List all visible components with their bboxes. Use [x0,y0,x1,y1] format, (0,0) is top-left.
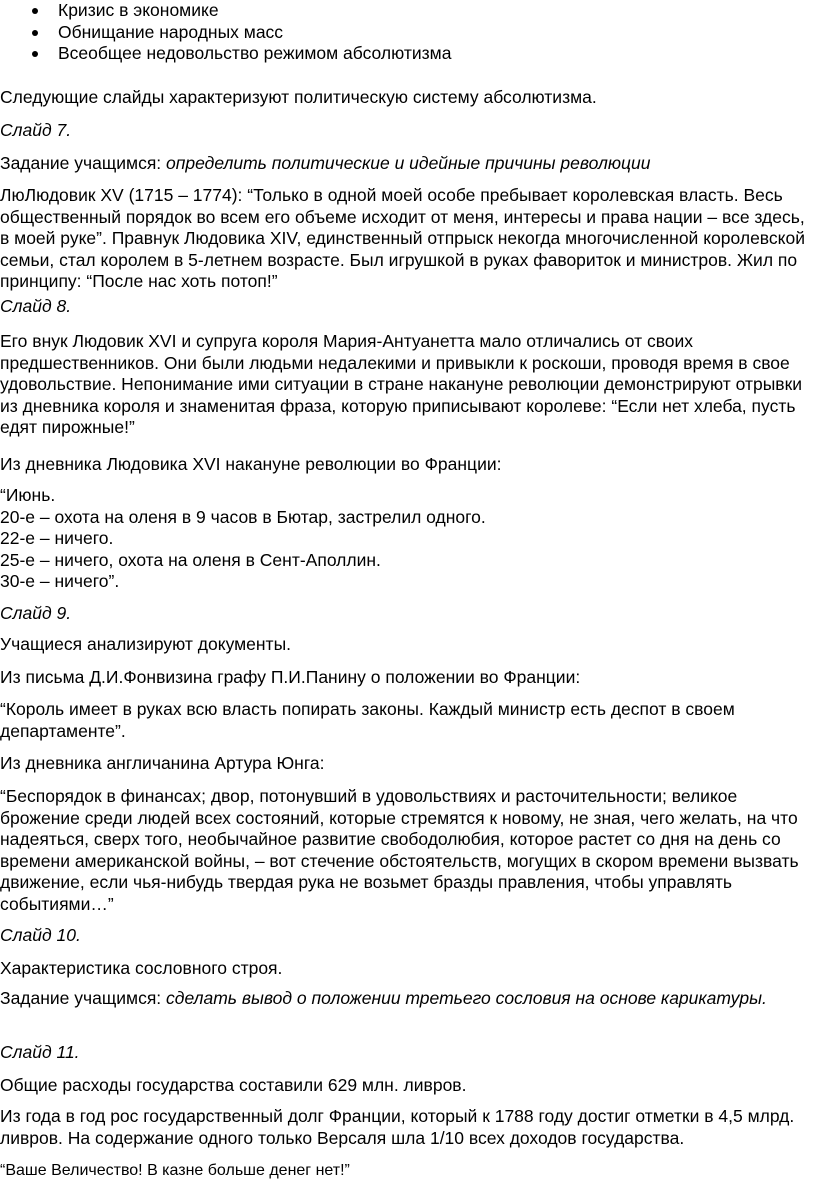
slide-11-heading: Слайд 11. [0,1042,80,1062]
slide-7-heading: Слайд 7. [0,120,72,140]
diary-line: 20-е – охота на оленя в 9 часов в Бютар, застрелил одного. [0,506,486,527]
diary-excerpt [0,485,810,593]
fonvizin-quote: “Король имеет в руках всю власть попирать законы. Каждый министр есть деспот в своем департаменте”. [0,699,735,741]
slide-8-heading: Слайд 8. [0,296,72,316]
slide-10-heading: Слайд 10. [0,925,81,945]
list-item: Кризис в экономике [0,0,451,22]
majesty-quote: “Ваше Величество! В казне больше денег нет!” [0,1162,350,1179]
bullet-icon [32,8,38,14]
young-quote: “Беспорядок в финансах; двор, потонувший в удовольствиях и расточительности; великое брожение среди людей всех состояний, которые стремятся к новому, не зная, чего желать, на что надеяться, сверх того, необычайное развитие свободолюбия, которое растет со дня на день со времени американской войны, – вот стечение обстоятельств, могущих в скором времени вызвать движение, если чья-нибудь твердая рука не возьмет бразды правления, чтобы управлять событиями…” [0,786,799,914]
louis-xv-paragraph: ЛюЛюдовик XV (1715 – 1774): “Только в одной моей особе пребывает королевская власть. Весь общественный порядок во всем его объеме исходит от меня, интересы и права нации – все здесь, в моей руке”. Правнук Людовика XIV, единственный отпрыск некогда многочисленной королевской семьи, стал королем в 5-летнем возрасте. Был игрушкой в руках фавориток и министров. Жил по принципу: “После нас хоть потоп!” [0,185,806,292]
fonvizin-title: Из письма Д.И.Фонвизина графу П.И.Панину о положении во Франции: [0,667,581,687]
bullet-icon [32,51,38,57]
analyze-paragraph: Учащиеся анализируют документы. [0,634,292,654]
causes-bullet-list [0,0,451,65]
bullet-icon [32,30,38,36]
slide-9-heading: Слайд 9. [0,603,72,623]
intro-paragraph: Следующие слайды характеризуют политическую систему абсолютизма. [0,87,597,107]
diary-line: 25-е – ничего, охота на оленя в Сент-Аполлин. [0,549,381,570]
list-item: Всеобщее недовольство режимом абсолютизма [0,43,451,65]
task-7-paragraph: Задание учащимся: определить политические и идейные причины революции [0,153,651,173]
young-title: Из дневника англичанина Артура Юнга: [0,753,325,773]
debt-paragraph: Из года в год рос государственный долг Франции, который к 1788 году достиг отметки в 4,5 млрд. ливров. На содержание одного только Версаля шла 1/10 всех доходов государства. [0,1106,795,1148]
louis-xvi-paragraph: Его внук Людовик XVI и супруга короля Мария-Антуанетта мало отличались от своих предшественников. Они были людьми недалекими и привыкли к роскоши, проводя время в свое удовольствие. Непонимание ими ситуации в стране накануне революции демонстрируют отрывки из дневника короля и знаменитая фраза, которую приписывают королеве: “Если нет хлеба, пусть едят пирожные!” [0,331,803,438]
diary-line: 22-е – ничего. [0,528,114,549]
task-10-paragraph: Задание учащимся: сделать вывод о положении третьего сословия на основе карикатуры. [0,988,767,1008]
expenses-paragraph: Общие расходы государства составили 629 млн. ливров. [0,1075,467,1095]
estates-paragraph: Характеристика сословного строя. [0,958,283,978]
diary-title: Из дневника Людовика XVI накануне революции во Франции: [0,454,502,474]
diary-line: 30-е – ничего”. [0,571,120,592]
diary-line: “Июнь. [0,485,56,505]
list-item: Обнищание народных масс [0,22,451,44]
